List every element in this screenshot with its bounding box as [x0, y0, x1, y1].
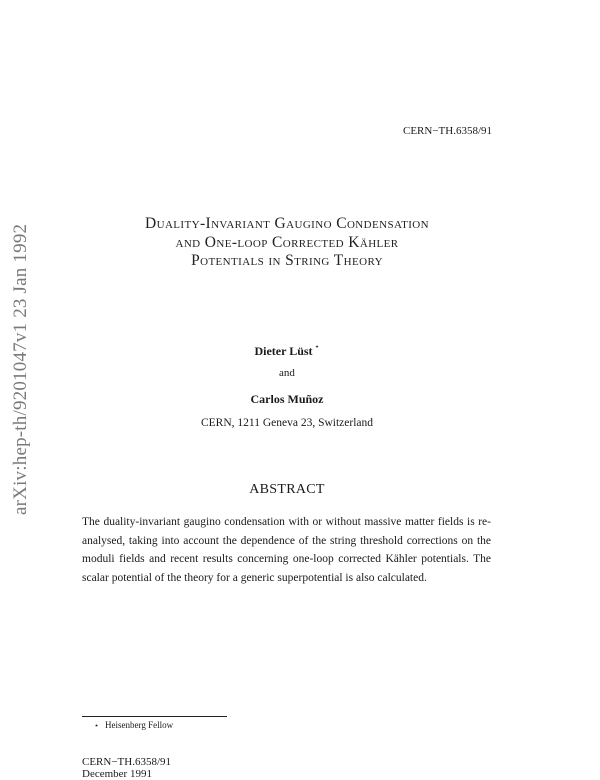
- affiliation: CERN, 1211 Geneva 23, Switzerland: [200, 417, 374, 429]
- footer-report-number: CERN−TH.6358/91: [82, 756, 172, 768]
- title-line-2: and One-loop Corrected Kähler: [175, 234, 399, 251]
- footnote-star: ⋆: [94, 721, 100, 730]
- author-name: Dieter Lüst: [254, 344, 313, 358]
- author-conjunction: and: [279, 367, 295, 379]
- footnote: [94, 720, 173, 730]
- title-line-1: Duality-Invariant Gaugino Condensation: [145, 215, 429, 232]
- report-number: CERN−TH.6358/91: [402, 125, 492, 137]
- footnote-divider: [82, 716, 227, 717]
- abstract-body: The duality-invariant gaugino condensation with or without massive matter fields is re-analysed, taking into account the dependence of the string threshold corrections on the moduli fields and recent results concerning one-loop corrected Kähler potentials. The scalar potential of the theory for a generic superpotential is also calculated.: [82, 516, 491, 584]
- title-line-3: Potentials in String Theory: [191, 252, 383, 269]
- author-lust: [0, 342, 574, 359]
- footnote-mark: ⋆: [314, 342, 320, 351]
- arxiv-side-stamp: arXiv:hep-th/9201047v1 23 Jan 1992: [10, 223, 31, 515]
- footnote-text: Heisenberg Fellow: [105, 720, 174, 730]
- abstract-heading: ABSTRACT: [249, 482, 325, 497]
- footer-date: December 1991: [82, 768, 152, 780]
- author-munoz: Carlos Muñoz: [250, 392, 324, 406]
